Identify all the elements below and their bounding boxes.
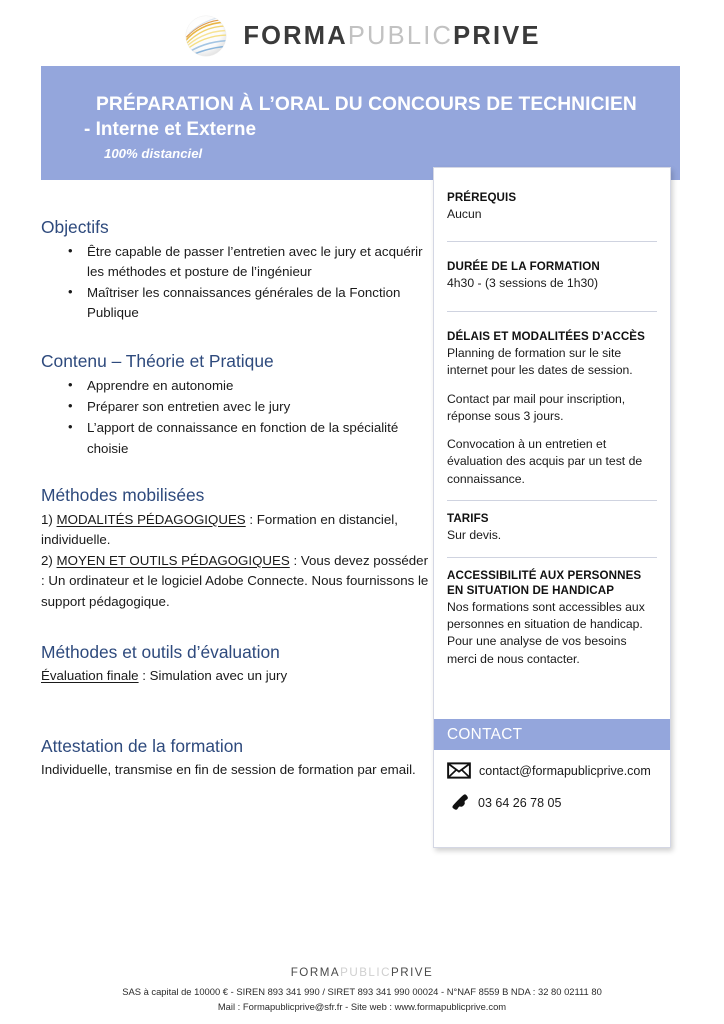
evaluation-paragraph [41, 666, 433, 687]
sidebar-text-duree: 4h30 - (3 sessions de 1h30) [447, 276, 599, 291]
brand-wordmark-forma: FORMA [243, 21, 348, 50]
page-footer [0, 966, 724, 1014]
brand-wordmark [243, 22, 540, 51]
contact-phone-text: 03 64 26 78 05 [478, 796, 562, 810]
methodes-p1-rest: : Formation en distanciel, individuelle. [41, 511, 398, 548]
sidebar-block-duree [447, 259, 657, 292]
methodes-paragraph-2 [41, 551, 433, 613]
sidebar-text-prerequis: Aucun [447, 207, 482, 222]
evaluation-rest: : Simulation avec un jury [138, 668, 288, 684]
sidebar-heading-prerequis: PRÉREQUIS [447, 191, 517, 204]
list-item: • Être capable de passer l’entretien avec le jury et acquérir les méthodes et posture de l’ingénieur [41, 242, 433, 282]
spacer [447, 380, 657, 391]
methodes-p1-underlined: MODALITÉS PÉDAGOGIQUES [56, 511, 246, 527]
list-item: • Maîtriser les connaissances générales de la Fonction Publique [41, 283, 433, 323]
title-banner [41, 66, 680, 180]
section-heading-objectifs: Objectifs [41, 217, 109, 237]
contact-bar-label: CONTACT [447, 725, 523, 743]
sidebar-block-accessibilite [447, 568, 657, 668]
info-sidebar-panel [433, 167, 671, 848]
section-heading-methodes-mobilisees: Méthodes mobilisées [41, 484, 205, 505]
footer-brand-forma: FORMA [290, 966, 341, 979]
methodes-p2-underlined: MOYEN ET OUTILS PÉDAGOGIQUES [56, 552, 290, 568]
spacer [41, 460, 433, 484]
section-heading-contenu: Contenu – Théorie et Pratique [41, 351, 274, 372]
contact-phone-row[interactable] [447, 793, 670, 813]
section-attestation [41, 735, 433, 781]
sidebar-heading-tarifs: TARIFS [447, 512, 489, 526]
banner-title: PRÉPARATION À L’ORAL DU CONCOURS DE TECHNICIEN [96, 94, 637, 115]
sidebar-heading-accessibilite: ACCESSIBILITÉ AUX PERSONNES EN SITUATION DE HANDICAP [447, 568, 642, 597]
banner-mode: 100% distanciel [104, 145, 203, 161]
section-evaluation [41, 641, 433, 687]
spacer [41, 324, 433, 350]
sidebar-heading-duree: DURÉE DE LA FORMATION [447, 260, 600, 274]
list-item: • Apprendre en autonomie [41, 376, 433, 396]
sidebar-text-delais-2: Contact par mail pour inscription, réponse sous 3 jours. [447, 391, 626, 423]
section-objectifs [41, 216, 433, 323]
contact-email-text: contact@formapublicprive.com [479, 763, 651, 778]
globe-swirl-logo-icon [183, 13, 229, 59]
sidebar-text-delais-1: Planning de formation sur le site internet pour les dates de session. [447, 345, 633, 378]
spacer [41, 613, 433, 641]
sidebar-block-delais [447, 329, 657, 488]
sidebar-divider [447, 557, 657, 558]
methodes-p2-rest: : Vous devez posséder : Un ordinateur et le logiciel Adobe Connecte. Nous fournissons le support pédagogique. [41, 552, 429, 609]
section-heading-attestation: Attestation de la formation [41, 735, 244, 756]
main-content-column [41, 216, 433, 781]
sidebar-heading-delais: DÉLAIS ET MODALITÉES D’ACCÈS [447, 329, 645, 343]
evaluation-underlined: Évaluation finale [41, 668, 139, 684]
sidebar-divider [447, 500, 657, 501]
footer-brand-public: PUBLIC [340, 966, 391, 979]
sidebar-text-tarifs: Sur devis. [447, 528, 502, 543]
sidebar-text-accessibilite: Nos formations sont accessibles aux personnes en situation de handicap. Pour une analyse de vos besoins merci de nous contacter. [447, 599, 645, 666]
methodes-p2-prefix: 2) [41, 552, 57, 568]
footer-brand-wordmark [0, 966, 724, 979]
methodes-p1-prefix: 1) [41, 511, 57, 527]
list-item: • L’apport de connaissance en fonction de la spécialité choisie [41, 418, 433, 458]
contact-email-row[interactable] [447, 762, 670, 779]
methodes-paragraph-1 [41, 510, 433, 551]
attestation-paragraph: Individuelle, transmise en fin de session de formation par email. [41, 762, 416, 778]
header-logo [0, 8, 724, 64]
list-item: • Préparer son entretien avec le jury [41, 397, 433, 417]
footer-legal-line-1: SAS à capital de 10000 € - SIREN 893 341 990 / SIRET 893 341 990 00024 - N°NAF 8559 B NDA : 32 80 02111 80 [122, 986, 602, 997]
contact-details [434, 762, 670, 827]
section-contenu [41, 350, 433, 458]
brand-wordmark-prive: PRIVE [453, 21, 541, 50]
envelope-icon [447, 762, 471, 779]
section-heading-evaluation: Méthodes et outils d’évaluation [41, 641, 280, 662]
spacer [41, 687, 433, 735]
objectifs-list [41, 242, 433, 324]
spacer [447, 425, 657, 436]
sidebar-text-delais-3: Convocation à un entretien et évaluation des acquis par un test de connaissance. [447, 437, 643, 486]
sidebar-block-prerequis [447, 190, 657, 223]
sidebar-divider [447, 241, 657, 242]
sidebar-block-tarifs [447, 511, 657, 544]
phone-icon [448, 793, 470, 813]
footer-legal-line-2: Mail : Formapublicprive@sfr.fr - Site web : www.formapublicprive.com [217, 1000, 507, 1012]
footer-brand-prive: PRIVE [390, 966, 434, 979]
sidebar-blocks [434, 168, 670, 668]
section-methodes-mobilisees [41, 484, 433, 613]
contact-bar [434, 719, 670, 750]
contenu-list [41, 376, 433, 459]
banner-subtitle: - Interne et Externe [84, 119, 257, 141]
sidebar-divider [447, 311, 657, 312]
brand-wordmark-public: PUBLIC [347, 21, 454, 50]
